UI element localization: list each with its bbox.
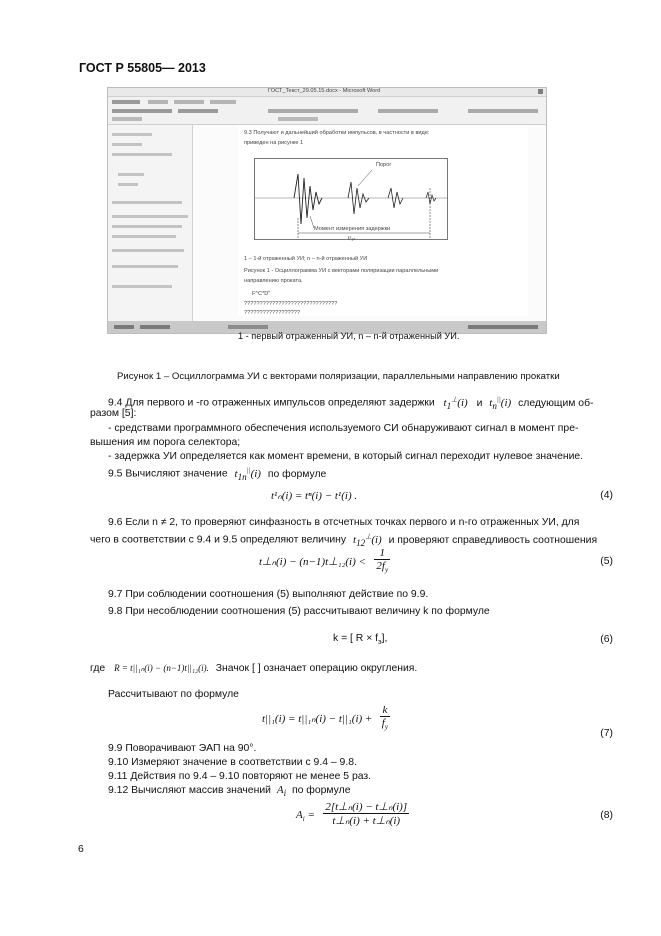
doc-text-line: 9.3 Получают и дальнейший обработки импульсов, в частности в виде:: [244, 130, 430, 136]
eq-number-6: (6): [600, 634, 613, 645]
time-label: t¹₁ₙ: [348, 236, 356, 242]
doc-caption-2: направлению проката.: [244, 278, 303, 284]
para-9-7: 9.7 При соблюдении соотношения (5) выполняют действие по 9.9.: [108, 589, 429, 600]
embedded-word-screenshot: [107, 87, 547, 334]
para-9-6-a: 9.6 Если n ≠ 2, то проверяют синфазность в отсчетных точках первого и n-го отраженных УИ, для: [108, 517, 580, 528]
para-9-12: 9.12 Вычисляют массив значений $A_i$ по формуле: [108, 784, 351, 799]
eq-number-4: (4): [600, 490, 613, 501]
para-9-10: 9.10 Измеряют значение в соответствии с 9.4 – 9.8.: [108, 757, 357, 768]
page-number: 6: [78, 844, 84, 855]
close-icon: [538, 89, 543, 94]
para-9-4-f: - задержка УИ определяется как момент времени, в который сигнал переходит нулевое значение.: [108, 451, 584, 462]
equation-5: t⊥ₙ(i) − (n−1)t⊥₁₂(i) < $\frac{1}{2f_у}$: [259, 547, 389, 575]
doc-text-line: приведен на рисунке 1: [244, 140, 304, 146]
ribbon-toolbar: [108, 97, 546, 125]
navigation-pane: [108, 125, 193, 321]
equation-8: $A_i$ = $\frac{\text{2[t⊥ₙ(i) − t⊥ₙ(i)]}}{\text{t⊥ₙ(i) + t⊥ₙ(i)}}$: [296, 801, 408, 827]
equation-7: t||₁(i) = t||₁ₙ(i) − t||₁(i) + $\frac{k}{f_у}$: [262, 704, 388, 732]
doc-text-line: ??????????????????: [244, 310, 300, 316]
equation-4: t¹ₙ(i) = tⁿ(i) − t¹(i) .: [271, 490, 358, 502]
para-9-4-c: разом [5]:: [90, 408, 137, 419]
para-where: где R = t||₁ₙ(i) − (n−1)t||₁₂(i). Значок [ ] означает операцию округления.: [90, 663, 418, 674]
eq-number-5: (5): [600, 556, 613, 567]
equation-6: k = [ $R \times f_э$],: [333, 633, 388, 647]
para-9-8: 9.8 При несоблюдении соотношения (5) рассчитывают величину k по формуле: [108, 606, 490, 617]
para-9-4-d: - средствами программного обеспечения используемого СИ обнаруживают сигнал в момент пре-: [108, 423, 579, 434]
eq-number-7: (7): [600, 728, 613, 739]
document-page: [238, 126, 528, 316]
figure-caption: Рисунок 1 – Осциллограмма УИ с векторами поляризации, параллельными направлению прокатки: [117, 371, 560, 382]
threshold-label: Порог: [376, 162, 392, 168]
para-9-5: 9.5 Вычисляют значение $t_{1n}^{||}(i)$ по формуле: [108, 466, 327, 482]
para-9-11: 9.11 Действия по 9.4 – 9.10 повторяют не менее 5 раз.: [108, 771, 372, 782]
doc-text-line: ??????????????????????????????: [244, 301, 338, 307]
para-9-4: 9.4 Для первого и -го отраженных импульсов определяют задержки $t_1^\perp(i)$ и $t_n^{||}(i)$ следующим об-: [108, 395, 594, 411]
para-9-6-b: чего в соответствии с 9.4 и 9.5 определяют величину $t_{12}^\perp(i)$ и проверяют справедливость соотношения: [90, 532, 598, 548]
window-titlebar: [108, 88, 546, 97]
figure-legend: 1 - первый отраженный УИ, n – n-й отраженный УИ.: [238, 331, 460, 341]
doc-text-line: F^C*D": [252, 291, 271, 297]
eq-number-8: (8): [600, 810, 613, 821]
doc-caption: Рисунок 1 - Осциллограмма УИ с векторами поляризации параллельными: [244, 268, 439, 274]
para-9-4-e: вышения им порога селектора;: [90, 437, 241, 448]
window-title: ГОСТ_Текст_29.05.15.docx - Microsoft Word: [268, 88, 381, 94]
moment-label: Момент измерения задержки: [314, 226, 391, 232]
standard-header: ГОСТ Р 55805— 2013: [79, 61, 206, 75]
para-9-9: 9.9 Поворачивают ЭАП на 90°.: [108, 743, 257, 754]
para-calc: Рассчитывают по формуле: [108, 689, 239, 700]
doc-legend: 1 – 1-й отраженный УИ; n – n-й отраженный УИ: [244, 256, 368, 262]
